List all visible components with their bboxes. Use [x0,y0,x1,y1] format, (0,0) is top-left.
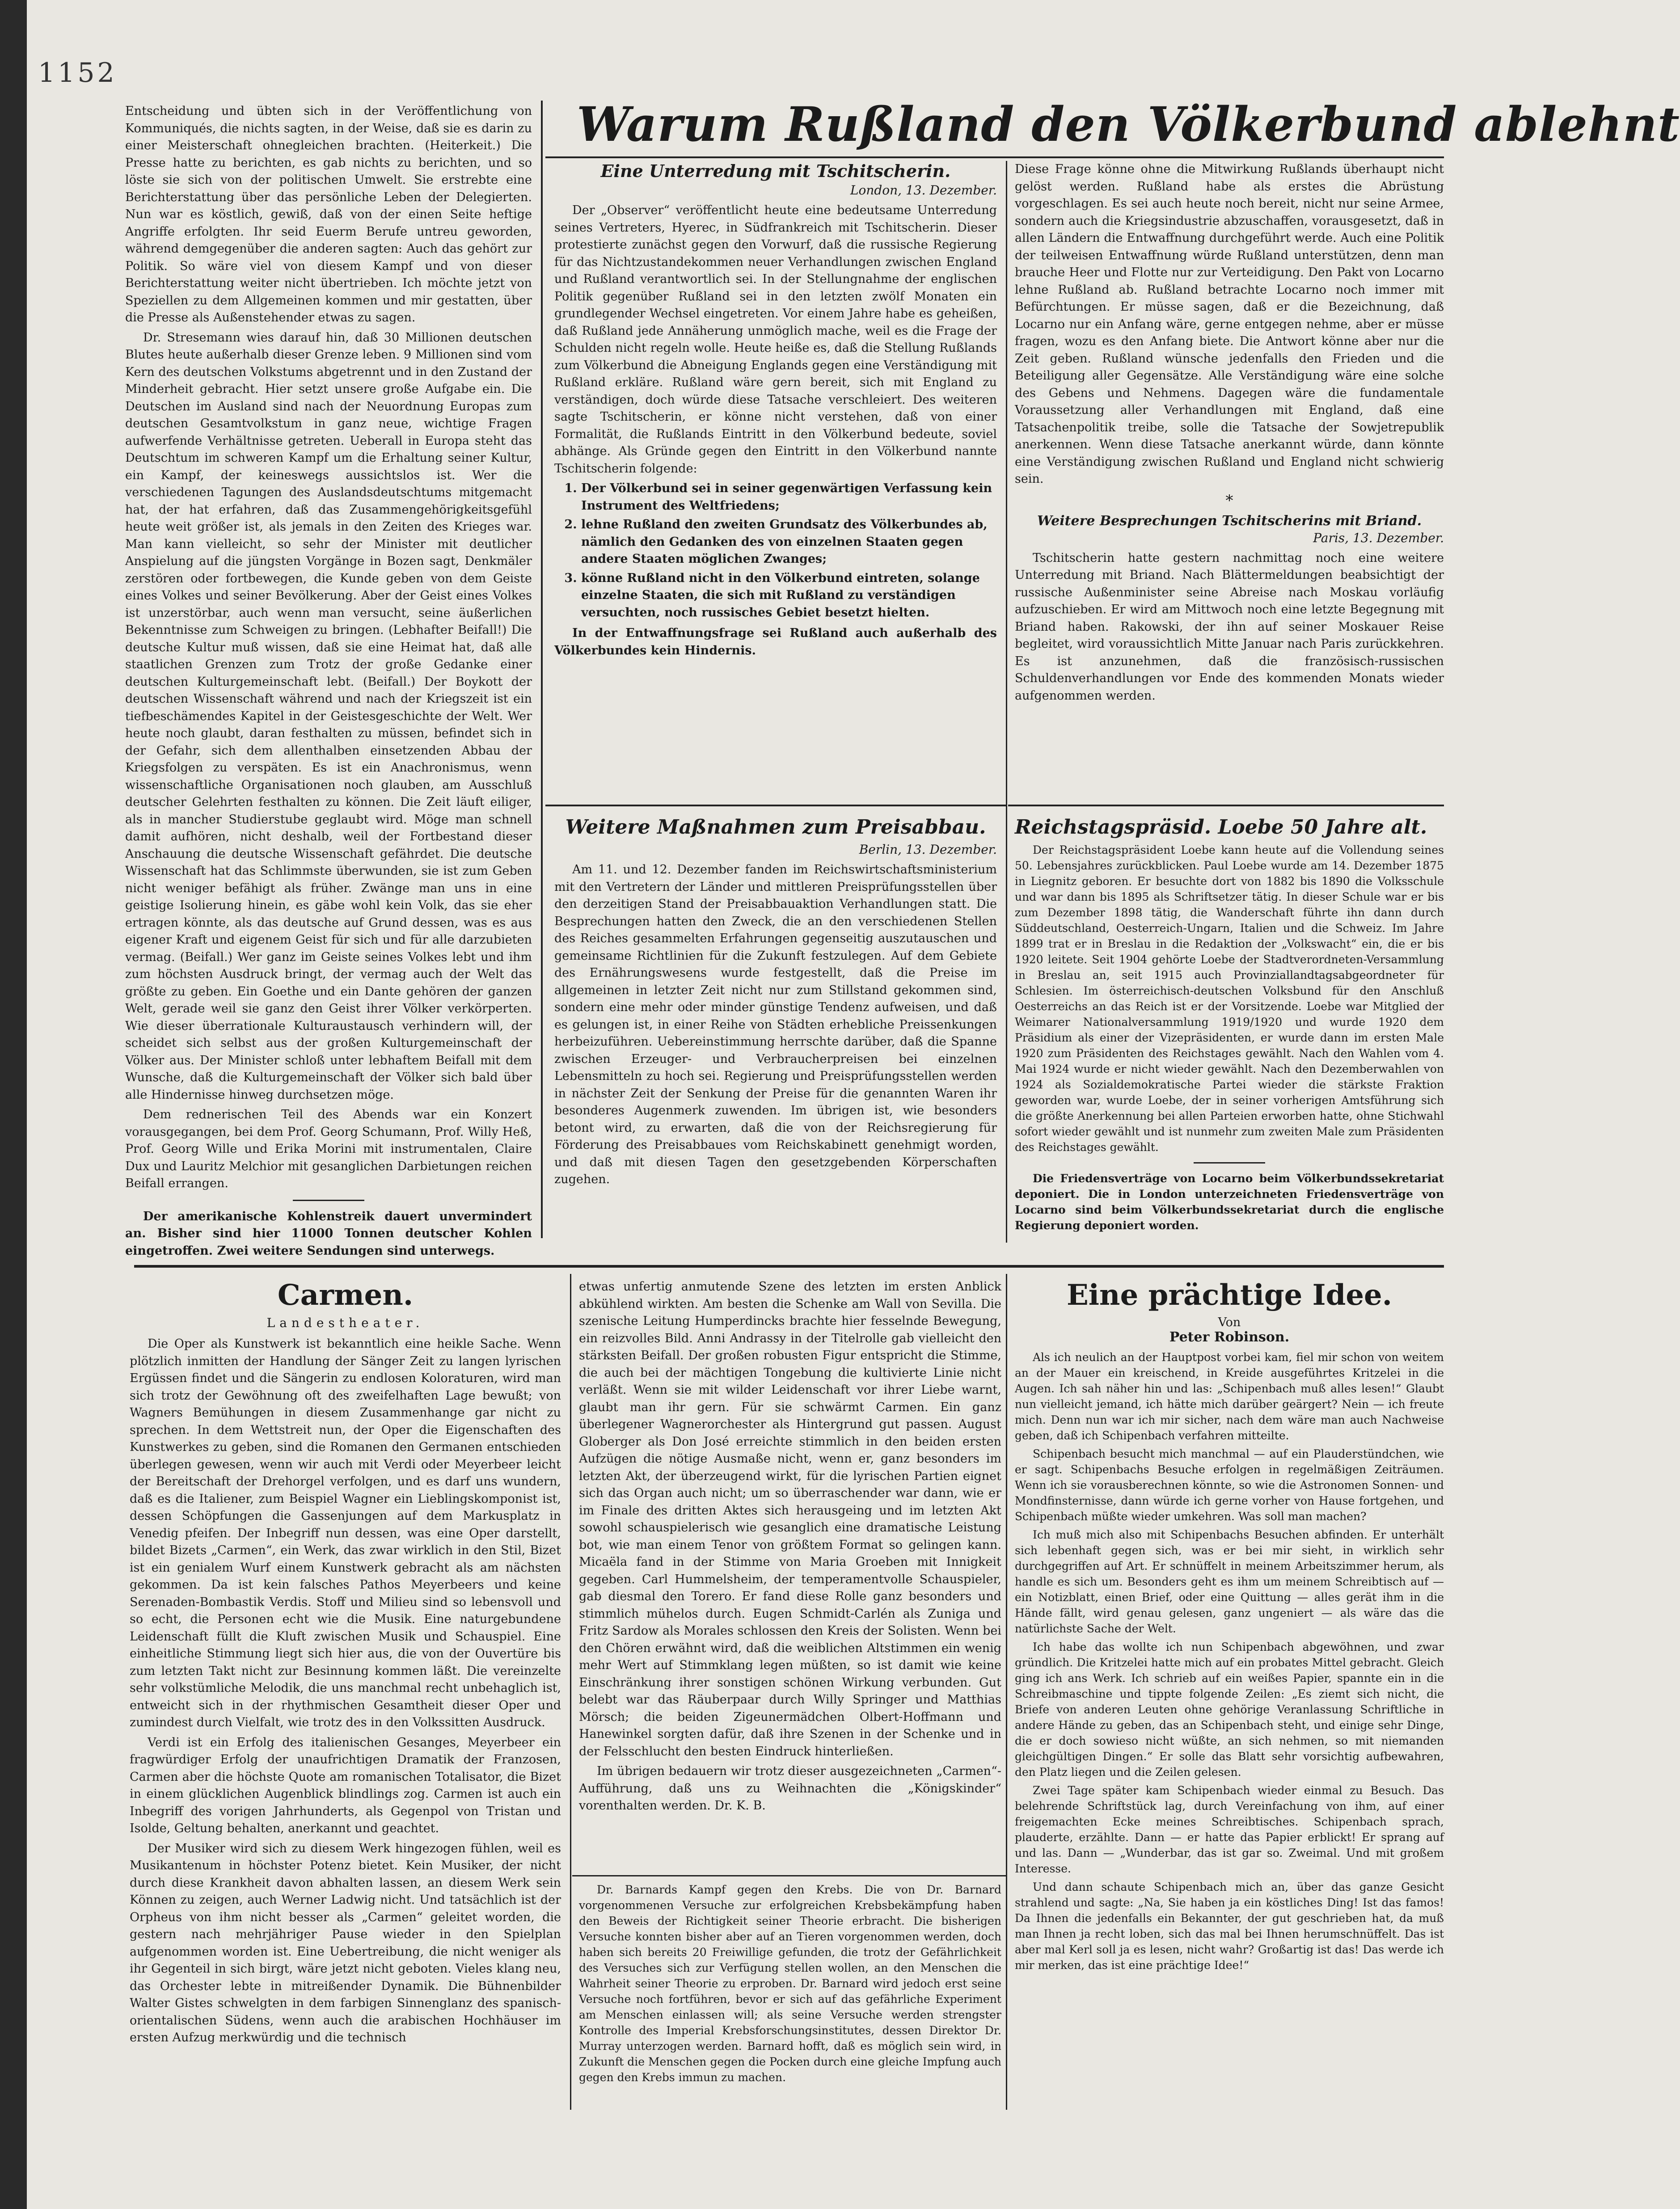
left-column [125,103,532,1258]
article-heading: Reichstagspräsid. Loebe 50 Jahre alt. [1015,816,1427,839]
dateline: Berlin, 13. Dezember. [859,842,997,857]
dateline: London, 13. Dezember. [850,183,997,198]
byline-author: Peter Robinson. [1169,1329,1290,1345]
article-paragraph: Zwei Tage später kam Schipenbach wieder einmal zu Besuch. Das belehrende Schriftstück lag, durch Vereinfachung von ihm, auf einer freigemachten Ecke meines Schreibtisches. Schipenbach sprach, plauderte, erzählte. Dann — er hatte das Papier erblickt! Er sprang auf und las. Dann — „Wunderbar, das ist gar so. Zweimal. Und mit großem Interesse. [1015,1784,1444,1875]
barnard-article [579,1882,1001,2110]
carmen-article [130,1278,561,2110]
article-heading: Weitere Maßnahmen zum Preisabbau. [565,816,986,839]
reason-item: 1. Der Völkerbund sei in seiner gegenwärtigen Verfassung kein Instrument des Weltfriedens; [581,480,997,514]
article-heading: Eine prächtige Idee. [1066,1278,1393,1312]
right-top-column [1015,161,1444,800]
article-rule [1008,805,1444,806]
article-paragraph: etwas unfertig anmutende Szene des letzten im ersten Anblick abkühlend wirkten. Am besten die Schenke am Wall von Sevilla. Die szenische Leitung Humperdincks brachte hier fesselnde Bewegung, ein reizvolles Bild. Anni Andrassy in der Titelrolle gab vielleicht den stärksten Beifall. Der großen robusten Figur entspricht die Stimme, die auch bei der mächtigen Tongebung die kultivierte Linie nicht verläßt. Wenn sie mit wilder Leidenschaft vor ihrer Liebe warnt, glaubt man ihr gern. Für sie schwärmt Carmen. Ein ganz überlegener Wagnerorchester als Hintergrund gut passen. August Globerger als Don José erreichte stimmlich in den beiden ersten Aufzügen die nötige Ausmaße nicht, wenn er, ganz besonders im letzten Akt, der überzeugend wirkt, für die lyrischen Partien eignet sich das Organ auch nicht; um so überraschender war dann, wie er im Finale des dritten Aktes sich herausgeing und im letzten Akt sowohl schauspielerisch wie gesanglich eine dramatische Leistung bot, wie man einem Tenor von größtem Format so gelingen kann. Micaëla fand in der Stimme von Maria Groeben mit Innigkeit gegeben. Carl Hummelsheim, der temperamentvolle Schauspieler, gab diesmal den Torero. Er fand diese Rolle ganz besonders und stimmlich mühelos durch. Eugen Schmidt-Carlén als Zuniga und Fritz Sardow als Morales schlossen den Kreis der Solisten. Wenn bei den Chören erwähnt wird, daß die weiblichen Altstimmen ein wenig mehr Wert auf Stimmklang legen müßten, so ist damit wie keine Einschränkung ihrer sonstigen schönen Wirkung verbunden. Gut belebt war das Räuberpaar durch Willy Springer und Matthias Mörsch; die beiden Zigeunermädchen Olbert-Hoffmann und Hanewinkel sorgten dafür, daß ihre Szenen in der Schenke und in der Felsschlucht den besten Eindruck hinterließen. [579,1280,1001,1758]
article-paragraph: Der „Observer“ veröffentlicht heute eine bedeutsame Unterredung seines Vertreters, Hyerec, in Südfrankreich mit Tschitscherin. Dieser protestierte zunächst gegen den Vorwurf, daß die russische Regierung für das Nichtzustandekommen neuer Verhandlungen zwischen England und Rußland verantwortlich sei. In der Stellungnahme der englischen Politik gegenüber Rußland sei in den letzten zwölf Monaten ein grundlegender Wechsel eingetreten. Vor einem Jahre habe es geheißen, daß Rußland jede Annäherung unmöglich mache, weil es die Frage der Schulden nicht regeln wolle. Heute heiße es, daß die Stellung Rußlands zum Völkerbund die Abneigung Englands gegen eine Verständigung mit Rußland erkläre. Rußland wäre gern bereit, sich mit England zu verständigen, doch würde diese Tatsache verschleiert. Des weiteren sagte Tschitscherin, er könne nicht verstehen, daß von einer Formalität, die Rußlands Eintritt in den Völkerbund bedeute, soviel abhänge. Als Gründe gegen den Eintritt in den Völkerbund nannte Tschitscherin folgende: [554,203,997,476]
article-paragraph: Tschitscherin hatte gestern nachmittag noch eine weitere Unterredung mit Briand. Nach Blättermeldungen beabsichtigt der russische Außenminister seine Abreise nach Moskau vorläufig aufzuschieben. Er wird am Mittwoch noch eine letzte Begegnung mit Briand haben. Rakowski, der ihn auf seiner Moskauer Reise begleitet, wird voraussichtlich Mitte Januar nach Paris zurückkehren. Es ist anzunehmen, daß die französisch-russischen Schuldenverhandlungen vor Ende des kommenden Monats wieder aufgenommen werden. [1015,551,1444,703]
article-paragraph: Am 11. und 12. Dezember fanden im Reichswirtschaftsministerium mit den Vertretern der Länder und mittleren Preisprüfungsstellen über den derzeitigen Stand der Preisabbauaktion Verhandlungen statt. Die Besprechungen hatten den Zweck, die an den verschiedenen Stellen des Reiches gesammelten Erfahrungen gegenseitig auszutauschen und gemeinsame Richtlinien für die Zukunft festzulegen. Auf dem Gebiete des Ernährungswesens wurde festgestellt, daß die Preise im allgemeinen in letzter Zeit nicht nur zum Stillstand gekommen sind, sondern eine mehr oder minder günstige Tendenz aufweisen, und daß es gelungen ist, in einer Reihe von Städten erhebliche Preissenkungen herbeizuführen. Uebereinstimmung herrschte darüber, daß die Spanne zwischen Erzeuger- und Verbraucherpreisen bei einzelnen Lebensmitteln zu hoch sei. Regierung und Preisprüfungsstellen werden in nächster Zeit der Senkung der Preise für die genannten Waren ihr besonderes Augenmerk zuwenden. Im übrigen ist, wie besonders betont wird, zu erwarten, daß die von der Reichsregierung für Förderung des Preisabbaues vom Reichskabinett genehmigt worden, und daß mit diesen Tagen den gesetzgebenden Körperschaften zugehen. [554,863,997,1186]
article-rule [545,805,1006,806]
article-paragraph: Dr. Barnards Kampf gegen den Krebs. Die von Dr. Barnard vorgenommenen Versuche zur erfolgreichen Krebsbekämpfung haben den Beweis der Richtigkeit seiner Theorie erbracht. Die bisherigen Versuche konnten bisher aber auf an Tieren vorgenommen werden, doch haben sich bereits 20 Freiwillige gefunden, die trotz der Gefährlichkeit des Versuches sich zur Verfügung stellen wollen, an den Menschen die Wahrheit seiner Theorie zu erproben. Dr. Barnard wird jedoch erst seine Versuche noch fortführen, bevor er sich auf das gefährliche Experiment am Menschen einlassen will; als seine Versuche werden strengster Kontrolle des Imperial Krebsforschungsinstitutes, dessen Direktor Dr. Murray unterzogen werden. Barnard hofft, daß es möglich sein wird, in Zukunft die Menschen gegen die Pocken durch eine gleiche Impfung auch gegen den Krebs immun zu machen. [579,1883,1001,2084]
scan-edge [0,0,27,2209]
coal-strike-note: Der amerikanische Kohlenstreik dauert unvermindert an. Bisher sind hier 11000 Tonnen deutscher Kohlen eingetroffen. Zwei weitere Sendungen sind unterwegs. [125,1209,532,1258]
article-paragraph: Und dann schaute Schipenbach mich an, über das ganze Gesicht strahlend und sagte: „Na, Sie haben ja ein köstliches Ding! Ist das famos! Da Ihnen die jedenfalls ein Bekannter, der gut geschrieben hat, da muß man Ihnen ja recht loben, sich das mal bei Ihnen herumschnüffelt. Das ist aber mal Kerl soll ja es lesen, nicht wahr? Großartig ist das! Das werde ich mir merken, das ist eine prächtige Idee!“ [1015,1880,1444,1972]
article-paragraph: Als ich neulich an der Hauptpost vorbei kam, fiel mir schon von weitem an der Mauer ein kreischend, in Kreide ausgeführtes Kritzelei in die Augen. Ich sah näher hin und las: „Schipenbach muß alles lesen!“ Glaubt nun vielleicht jemand, ich hätte mich darüber geärgert? Nein — ich freute mich. Denn nun war ich mir sicher, nach dem wäre man auch Nachweise geben, daß ich Schipenbach verfahren mitteilte. [1015,1351,1444,1442]
preisabbau-article [554,816,997,1245]
main-headline: Warum Rußland den Völkerbund ablehnt [577,96,1680,152]
article-paragraph: Der Musiker wird sich zu diesem Werk hingezogen fühlen, weil es Musikantenum in höchster Potenz bietet. Kein Musiker, der nicht durch diese Krankheit davon abhalten lassen, an diesem Werk sein Können zu zeigen, auch Werner Ladwig nicht. Und tatsächlich ist der Orpheus von ihm nicht besser als „Carmen“ geleitet worden, die gestern nach mehrjähriger Pause wieder in den Spielplan aufgenommen worden ist. Eine Uebertreibung, die nicht weniger als ihr Gegenteil in sich birgt, wäre jetzt nicht geboten. Vieles klang neu, das Orchester lebte in mitreißender Dynamik. Die Bühnenbilder Walter Gistes schwelgten in dem farbigen Sinnenglanz des spanisch-orientalischen Südens, wenn auch die arabischen Hochhäuser im ersten Aufzug merkwürdig und die technisch [130,1841,561,2045]
article-paragraph: Schipenbach besucht mich manchmal — auf ein Plauderstündchen, wie er sagt. Schipenbachs Besuche erfolgen in regelmäßigen Zeiträumen. Wenn ich sie vorausberechnen könnte, so wie die Astronomen Sonnen- und Mondfinsternisse, dann würde ich gerne vorher von Hause fortgehen, und Schipenbach müßte wieder umkehren. Was soll man machen? [1015,1447,1444,1523]
divider [1194,1162,1265,1164]
article-paragraph: Die Oper als Kunstwerk ist bekanntlich eine heikle Sache. Wenn plötzlich inmitten der Handlung der Sänger Zeit zu langen lyrischen Ergüssen findet und die Sängerin zu endlosen Koloraturen, wird man sich trotz der Gewöhnung oft des zweifelhaften Lage bewußt; von Wagners Bemühungen in diesem Zusammenhange gar nicht zu sprechen. In dem Wettstreit nun, der Oper die Eigenschaften des Kunstwerkes zu geben, sind die Romanen den Germanen entschieden überlegen gewesen, wenn wir auch mit Verdi oder Meyerbeer leicht der Bereitschaft der Drehorgel verfolgen, und es darf uns wundern, daß es die Italiener, zum Beispiel Wagner ein Lieblingskomponist ist, dessen Schöpfungen die Gassenjungen auf dem Markusplatz in Venedig pfeifen. Der Inbegriff nun dessen, was eine Oper darstellt, bildet Bizets „Carmen“, ein Werk, das zwar wirklich in den Stil, Bizet ist ein genialem Wurf einem Kunstwerk gebracht als am nächsten gekommen. Da ist kein falsches Pathos Meyerbeers und keine Serenaden-Bombastik Verdis. Stoff und Milieu sind so lebensvoll und so echt, die Personen echt wie die Musik. Eine naturgebundene Leidenschaft füllt die Kluft zwischen Musik und Schauspiel. Eine einheitliche Stimmung liegt sich hier aus, die von der Ouvertüre bis zum letzten Takt nicht zur Besinnung kommen läßt. Die vereinzelte sehr volkstümliche Melodik, die uns manchmal recht unbehaglich ist, entweicht sich in der rhythmischen Gesamtheit dieser Oper und zumindest durch Vielfalt, wie trotz des in den Volkssitten Ausdruck. [130,1337,561,1729]
idee-article [1015,1278,1444,2110]
headline-rule [545,156,1444,158]
column-rule [541,101,543,1238]
article-subhead: Eine Unterredung mit Tschitscherin. [600,161,951,181]
loebe-article [1015,816,1444,1245]
dateline: Paris, 13. Dezember. [1313,530,1444,545]
reasons-list [554,480,997,621]
carmen-continued [579,1278,1001,1868]
article-paragraph: Diese Frage könne ohne die Mitwirkung Rußlands überhaupt nicht gelöst werden. Rußland habe als erstes die Abrüstung vorgeschlagen. Es sei auch heute noch bereit, nicht nur seine Armee, sondern auch die Kriegsindustrie abzuschaffen, vorausgesetzt, daß in allen Ländern die Entwaffnung durchgeführt werde. Auch eine Politik der teilweisen Entwaffnung würde Rußland unterstützen, denn man brauche Heer und Flotte nur zur Verteidigung. Den Pakt von Locarno lehne Rußland ab. Rußland betrachte Locarno noch immer mit Befürchtungen. Er müsse sagen, daß er die Bezeichnung, daß Locarno nur ein Anfang wäre, gerne entgegen nehme, aber er müsse fragen, wozu es den Anfang biete. Die Antwort könne aber nur die Zeit geben. Rußland wünsche jedenfalls den Frieden und die Beteiligung aller Gegensätze. Alle Verständigung wäre eine solche des Gebens und Nehmens. Dagegen wäre die fundamentale Voraussetzung aller Verhandlungen mit England, daß eine Tatsachenpolitik treibe, solle die Tatsache der Sowjetrepublik anerkennen. Wenn diese Tatsache anerkannt würde, dann könnte eine Verständigung zwischen Rußland und England nicht schwierig sein. [1015,162,1444,486]
left-paragraph: Entscheidung und übten sich in der Veröffentlichung von Kommuniqués, die nichts sagten, in der Weise, daß sie es darin zu einer Meisterschaft ohnegleichen brachten. (Heiterkeit.) Die Presse hatte zu berichten, es gab nichts zu berichten, und so löste sie sich von der politischen Umwelt. Sie erstrebte eine Berichterstattung über das persönliche Leben der Delegierten. Nun war es köstlich, gewiß, daß von der einen Seite heftige Angriffe erfolgten. Ihr seid Euerm Berufe untreu geworden, während demgegenüber die anderen sagten: Auch das gehört zur Politik. So wäre viel von diesem Kampf und von dieser Berichterstattung weiter nicht übertrieben. Ich möchte jetzt von Speziellen zu dem Allgemeinen kommen und mir gestatten, über die Presse als Außenstehender etwas zu sagen. [125,104,532,325]
newspaper-page [27,0,1680,2209]
column-rule [570,1274,571,2110]
left-paragraph: Dr. Stresemann wies darauf hin, daß 30 Millionen deutschen Blutes heute außerhalb dieser Grenze leben. 9 Millionen sind vom Kern des deutschen Volkstums abgetrennt und in den Zustand der Minderheit gebracht. Hier setzt unsere große Aufgabe ein. Die Deutschen im Ausland sind nach der Neuordnung Europas zum deutschen Gesamtvolkstum in ganz neue, wichtige Fragen aufwerfende Verhältnisse getreten. Ueberall in Europa steht das Deutschtum im schweren Kampf um die Erhaltung seiner Kultur, ein Kampf, der keineswegs aussichtslos ist. Wer die verschiedenen Tagungen des Auslandsdeutschtums mitgemacht hat, der hat erfahren, daß das Zusammengehörigkeitsgefühl heute weit größer ist, als jemals in den Zeiten des Krieges war. Man kann vielleicht, so sehr der Minister mit deutlicher Anspielung auf die jüngsten Vorgänge in Bozen sagt, Denkmäler zerstören oder fortbewegen, die Kunde geben von dem Geiste eines Volkes und seiner Bevölkerung. Aber der Geist eines Volkes ist unzerstörbar, auch wenn man versucht, seine äußerlichen Bekenntnisse zum Schweigen zu bringen. (Lebhafter Beifall!) Die deutsche Kultur muß wissen, daß sie eine Heimat hat, daß alle staatlichen Grenzen zum Trotz der große Gedanke einer deutschen Kulturgemeinschaft lebt. (Beifall.) Der Boykott der deutschen Wissenschaft während und nach der Kriegszeit ist ein tiefbeschämendes Kapitel in der Geistesgeschichte der Welt. Wer heute noch glaubt, daran festhalten zu müssen, befindet sich in der Gefahr, sich dem allenthalben einsetzenden Abbau der Kriegsfolgen zu verspäten. Es ist ein Anachronismus, wenn wissenschaftliche Organisationen noch glauben, am Ausschluß deutscher Gelehrten festhalten zu können. Die Zeit läuft eiliger, als in mancher Studierstube geglaubt wird. Möge man schnell damit aufhören, nicht deshalb, weil der Fortbestand dieser Anschauung die deutsche Wissenschaft gefährdet. Die deutsche Wissenschaft hat das Schlimmste überwunden, sie ist zum Geben nicht weniger befähigt als früher. Zwänge man uns in eine geistige Isolierung hinein, es gäbe wohl kein Volk, das sie eher ertragen könnte, als das deutsche auf Grund dessen, was es aus eigener Kraft und eigenem Geist für sich und für alle darzubieten vermag. (Beifall.) Wer ganz im Geiste seines Volkes lebt und ihm zum höchsten Ausdruck bringt, der vermag auch der Welt das größte zu geben. Ein Goethe und ein Dante gehören der ganzen Welt, gerade weil sie ganz den Geist ihrer Völker verkörperten. Wie dieser überrationale Kulturaustausch verhindern will, der scheidet sich selbst aus der großen Kulturgemeinschaft der Völker aus. Der Minister schloß unter lebhaftem Beifall mit dem Wunsche, daß die Kulturgemeinschaft der Völker sich bald über alle Hindernisse hinweg durchsetzen möge. [125,330,532,1102]
left-paragraph: Dem rednerischen Teil des Abends war ein Konzert vorausgegangen, bei dem Prof. Georg Schumann, Prof. Willy Heß, Prof. Georg Wille und Erika Morini mit instrumentalen, Claire Dux und Lauritz Melchior mit gesanglichen Darbietungen reichen Beifall errangen. [125,1108,532,1190]
article-subheading: Landestheater. [266,1315,424,1330]
article-paragraph: In der Entwaffnungsfrage sei Rußland auch außerhalb des Völkerbundes kein Hindernis. [554,626,997,658]
article-heading: Carmen. [277,1278,414,1312]
divider [293,1200,364,1201]
article-paragraph: Ich habe das wollte ich nun Schipenbach abgewöhnen, und zwar gründlich. Die Kritzelei hatte mich auf ein probates Mittel gebracht. Gleich ging ich ans Werk. Ich schrieb auf ein weißes Papier, spannte ein in die Schreibmaschine und tippte folgende Zeilen: „Es ziemt sich nicht, die Briefe von anderen Leuten ohne gehörige Veranlassung Schriftliche in andere Hände zu geben, das an Schipenbach steht, und einige sehr Dinge, die er doch sowieso nicht wüßte, an sich nehmen, so mit niemanden gleichgültigen Dingen.“ Er solle das Blatt sehr vorsichtig aufbewahren, den Platz liegen und die Zeilen gelesen. [1015,1640,1444,1779]
locarno-note: Die Friedensverträge von Locarno beim Völkerbundssekretariat deponiert. Die in London unterzeichneten Friedensverträge von Locarno sind beim Völkerbundssekretariat durch die englische Regierung deponiert worden. [1015,1172,1444,1232]
tschitscherin-article [554,161,997,800]
column-rule [1006,1274,1007,2110]
section-divider [134,1265,1444,1268]
separator-star: * [1225,491,1233,510]
byline-von: Von [1218,1315,1241,1329]
page-number: 1152 [38,57,117,89]
column-rule [1006,161,1007,1243]
article-paragraph: Verdi ist ein Erfolg des italienischen Gesanges, Meyerbeer ein fragwürdiger Erfolg der unaufrichtigen Dramatik der Franzosen, Carmen aber die höchste Quote am romanischen Totalisator, die Bizet in einem glücklichen Augenblick blindlings zog. Carmen ist auch ein Inbegriff des vorigen Jahrhunderts, als Gegenpol von Tristan und Isolde, Geltung behalten, anerkannt und geachtet. [130,1735,561,1835]
article-paragraph: Der Reichstagspräsident Loebe kann heute auf die Vollendung seines 50. Lebensjahres zurückblicken. Paul Loebe wurde am 14. Dezember 1875 in Liegnitz geboren. Er besuchte dort von 1882 bis 1890 die Volksschule und war dann bis 1895 als Schriftsetzer tätig. In dieser Schule war er bis zum Dezember 1898 tätig, die Wanderschaft führte ihn dann durch Süddeutschland, Oesterreich-Ungarn, Italien und die Schweiz. Im Jahre 1899 trat er in Breslau in die Redaktion der „Volkswacht“ ein, die er bis 1920 leitete. Seit 1904 gehörte Loebe der Stadtverordneten-Versammlung in Breslau an, seit 1915 auch Provinziallandtagsabgeordneter für Schlesien. Im österreichisch-deutschen Volksbund für den Anschluß Oesterreichs an das Reich ist er der Vorsitzende. Loebe war Mitglied der Weimarer Nationalversammlung 1919/1920 und wurde 1920 dem Präsidium als einer der Vizepräsidenten, er wurde dann im ersten Male 1920 zum Präsidenten des Reichstages gewählt. Nach den Wahlen vom 4. Mai 1924 wurde er nicht wieder gewählt. Nach den Dezemberwahlen von 1924 als Sozialdemokratische Partei wieder die stärkste Fraktion geworden war, wurde Loebe, der in seiner vorherigen Amtsführung sich die größte Anerkennung bei allen Parteien erworben hatte, ohne Stichwahl sofort wieder gewählt und ist nunmehr zum zweiten Male zum Präsidenten des Reichstages gewählt. [1015,843,1444,1154]
article-subhead: Weitere Besprechungen Tschitscherins mit Briand. [1037,513,1422,529]
article-rule [572,1875,1006,1876]
reason-item: 2. lehne Rußland den zweiten Grundsatz des Völkerbundes ab, nämlich den Gedanken des von einzelnen Staaten gegen andere Staaten möglichen Zwanges; [581,516,997,568]
reason-item: 3. könne Rußland nicht in den Völkerbund eintreten, solange einzelne Staaten, die sich mit Rußland zu verständigen versuchten, noch russisches Gebiet besetzt hielten. [581,570,997,622]
article-paragraph: Ich muß mich also mit Schipenbachs Besuchen abfinden. Er unterhält sich lebenhaft gegen sich, was er bei mir sieht, in wirklich sehr durchgegriffen auf Art. Er schnüffelt in meinem Arbeitszimmer herum, als handle es sich um. Besonders geht es ihm um meinem Schreibtisch auf — ein Notizblatt, einen Brief, oder eine Quittung — alles gerät ihm in die Hände fällt, wird genau gelesen, ganz ungeniert — als wäre das die natürlichste Sache der Welt. [1015,1528,1444,1635]
article-paragraph: Im übrigen bedauern wir trotz dieser ausgezeichneten „Carmen“-Aufführung, daß uns zu Weihnachten die „Königskinder“ vorenthalten werden. Dr. K. B. [579,1764,1001,1813]
